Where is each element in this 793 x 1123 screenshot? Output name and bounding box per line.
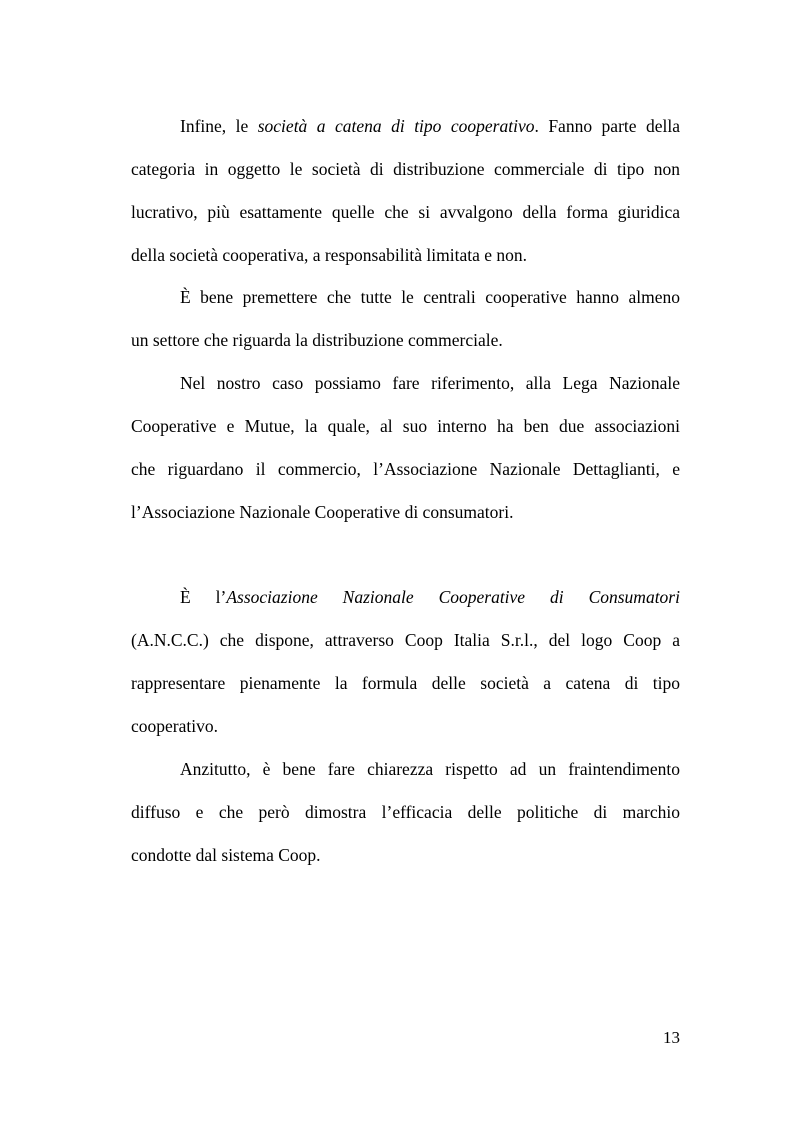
paragraph-lega-nazionale [131,362,680,534]
text-line: che riguardano il commercio, l’Associazione Nazionale Dettaglianti, e [131,459,680,479]
paragraph-misunderstanding [131,748,680,877]
paragraph-central-cooperatives [131,276,680,362]
text-line: un settore che riguarda la distribuzione commerciale. [131,330,503,350]
text-line: lucrativo, più esattamente quelle che si avvalgono della forma giuridica [131,202,680,222]
text-line: condotte dal sistema Coop. [131,845,321,865]
paragraph-chain-cooperatives [131,105,680,277]
text-line: È l’Associazione Nazionale Cooperative di Consumatori [180,587,680,607]
text-line: categoria in oggetto le società di distribuzione commerciale di tipo non [131,159,680,179]
text-line: Cooperative e Mutue, la quale, al suo interno ha ben due associazioni [131,416,680,436]
text-line: cooperativo. [131,716,218,736]
text-line: (A.N.C.C.) che dispone, attraverso Coop Italia S.r.l., del logo Coop a [131,630,680,650]
text-line: Anzitutto, è bene fare chiarezza rispetto ad un fraintendimento [180,759,680,779]
text-line: della società cooperativa, a responsabilità limitata e non. [131,245,528,265]
text-line: rappresentare pienamente la formula delle società a catena di tipo [131,673,680,693]
emphasized-term: società a catena di tipo cooperativo [257,116,535,136]
text-line: È bene premettere che tutte le centrali cooperative hanno almeno [180,287,680,307]
text-line: Nel nostro caso possiamo fare riferimento, alla Lega Nazionale [180,373,680,393]
text-line: Infine, le società a catena di tipo cooperativo. Fanno parte della [180,116,681,136]
page-number: 13 [663,1028,680,1047]
emphasized-term: Associazione Nazionale Cooperative di Consumatori [226,587,680,607]
paragraph-ancc [131,576,680,748]
text-line: l’Associazione Nazionale Cooperative di consumatori. [131,502,514,522]
text-line: diffuso e che però dimostra l’efficacia delle politiche di marchio [131,802,680,822]
